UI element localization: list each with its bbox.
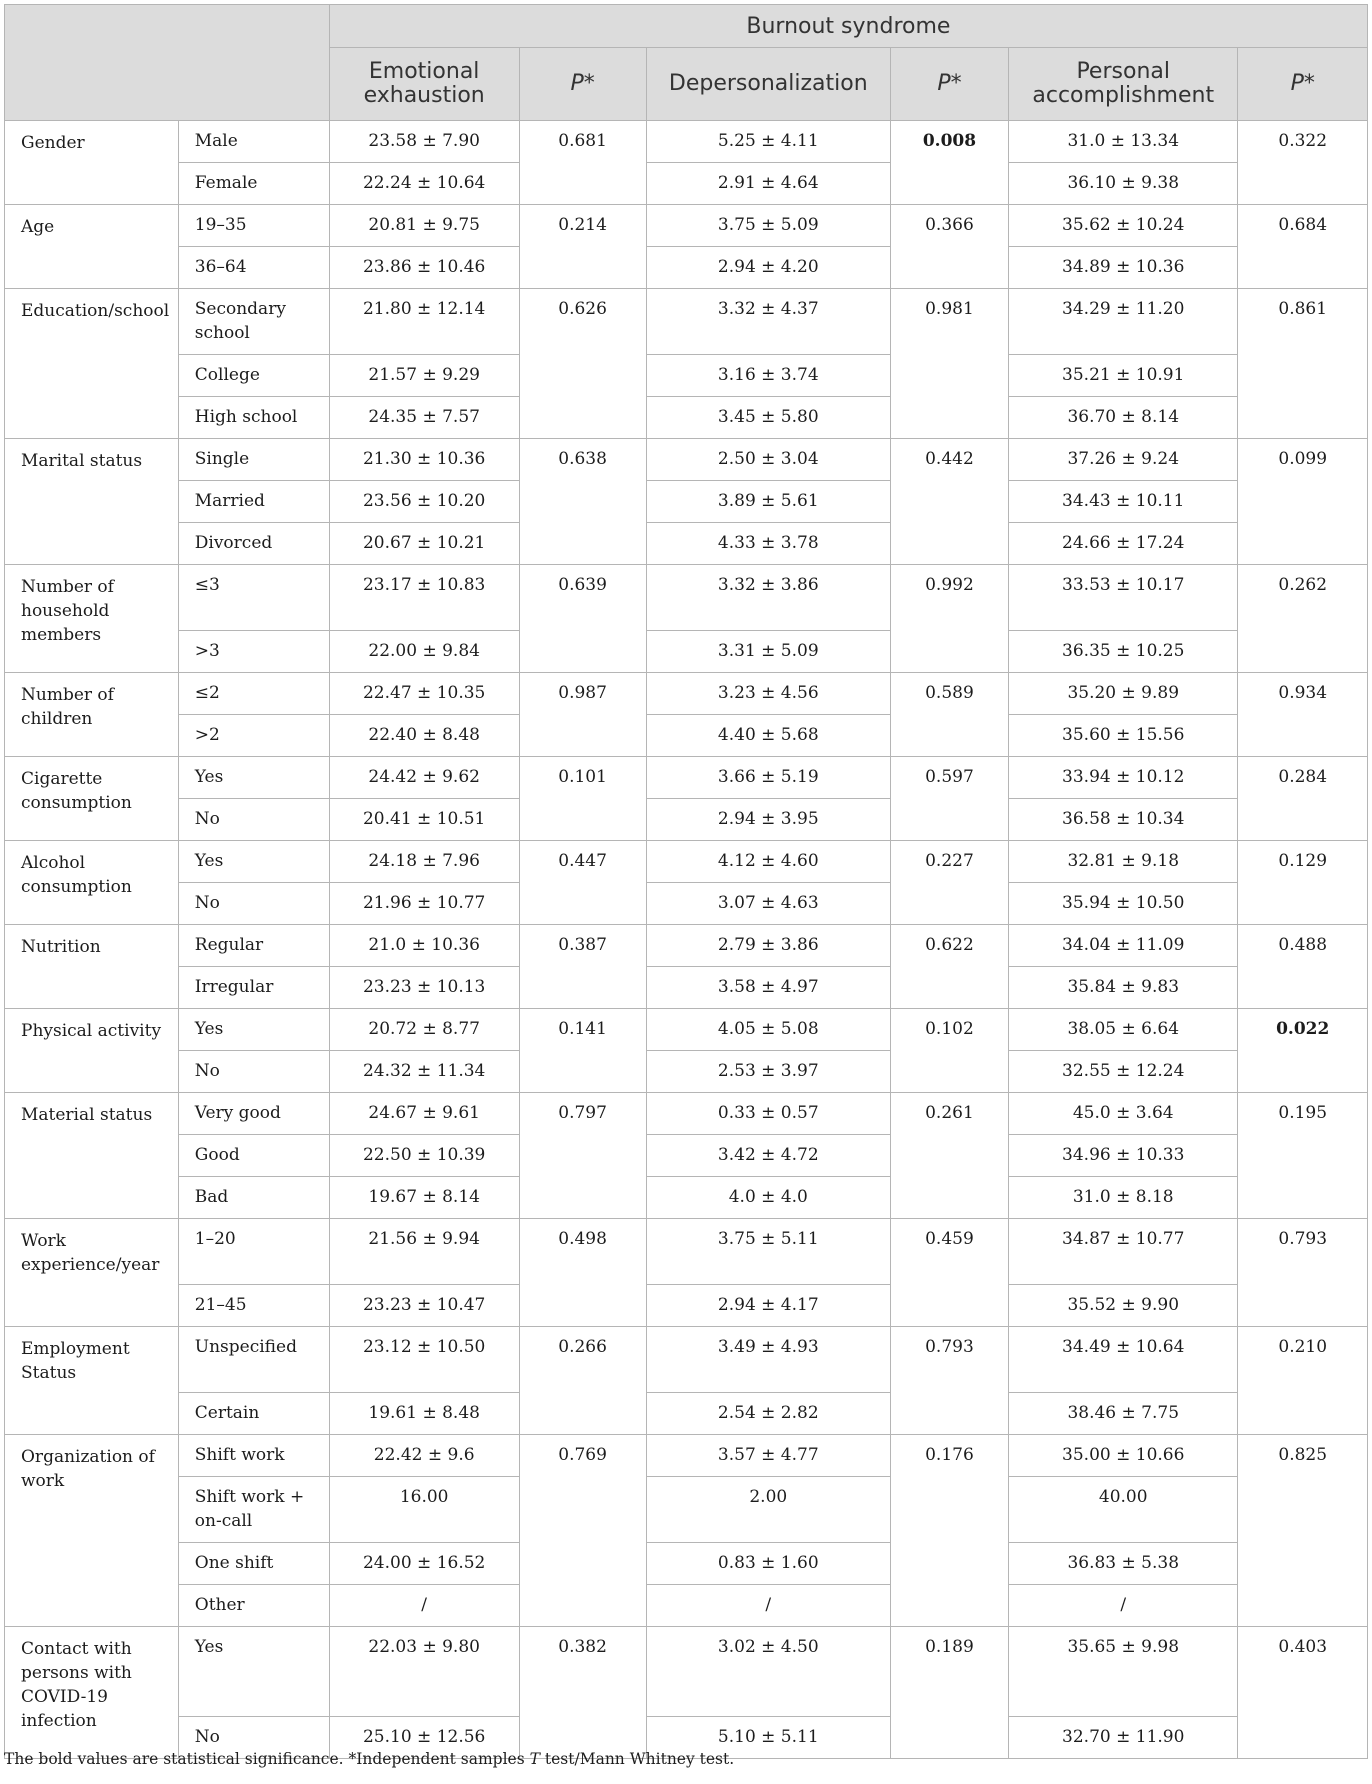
category-cell: Very good xyxy=(178,1093,329,1135)
emotional-exhaustion-value: 23.86 ± 10.46 xyxy=(329,247,519,289)
depersonalization-value: 3.75 ± 5.11 xyxy=(646,1219,890,1285)
personal-accomplishment-value: 34.96 ± 10.33 xyxy=(1009,1135,1238,1177)
p-value-dp: 0.261 xyxy=(890,1093,1008,1219)
depersonalization-value: 3.58 ± 4.97 xyxy=(646,967,890,1009)
p-value-ee: 0.987 xyxy=(519,673,646,757)
emotional-exhaustion-value: 24.35 ± 7.57 xyxy=(329,397,519,439)
p-value-ee: 0.769 xyxy=(519,1435,646,1627)
depersonalization-value: 0.83 ± 1.60 xyxy=(646,1543,890,1585)
table-row xyxy=(5,1543,1368,1585)
personal-accomplishment-value: 24.66 ± 17.24 xyxy=(1009,523,1238,565)
depersonalization-value: 2.94 ± 4.20 xyxy=(646,247,890,289)
personal-accomplishment-value: 34.89 ± 10.36 xyxy=(1009,247,1238,289)
personal-accomplishment-value: 31.0 ± 8.18 xyxy=(1009,1177,1238,1219)
p-value-ee: 0.626 xyxy=(519,289,646,439)
emotional-exhaustion-value: 24.67 ± 9.61 xyxy=(329,1093,519,1135)
category-cell: 36–64 xyxy=(178,247,329,289)
table-row xyxy=(5,1051,1368,1093)
p-value-dp: 0.176 xyxy=(890,1435,1008,1627)
emotional-exhaustion-value: 22.03 ± 9.80 xyxy=(329,1627,519,1717)
depersonalization-value: 3.16 ± 3.74 xyxy=(646,355,890,397)
depersonalization-value: 4.40 ± 5.68 xyxy=(646,715,890,757)
p-value-dp: 0.589 xyxy=(890,673,1008,757)
category-cell: No xyxy=(178,799,329,841)
p-value-dp: 0.981 xyxy=(890,289,1008,439)
depersonalization-value: 3.31 ± 5.09 xyxy=(646,631,890,673)
table-row xyxy=(5,1177,1368,1219)
category-cell: Yes xyxy=(178,841,329,883)
personal-accomplishment-value: 36.70 ± 8.14 xyxy=(1009,397,1238,439)
category-cell: Secondary school xyxy=(178,289,329,355)
depersonalization-value: 3.45 ± 5.80 xyxy=(646,397,890,439)
p-value-pa: 0.684 xyxy=(1238,205,1368,289)
depersonalization-value: 5.25 ± 4.11 xyxy=(646,121,890,163)
p-value-pa: 0.022 xyxy=(1238,1009,1368,1093)
table-row xyxy=(5,883,1368,925)
p-value-pa: 0.861 xyxy=(1238,289,1368,439)
category-cell: Unspecified xyxy=(178,1327,329,1393)
footnote-test-symbol: T xyxy=(529,1750,540,1768)
p-value-dp: 0.459 xyxy=(890,1219,1008,1327)
depersonalization-value: 3.02 ± 4.50 xyxy=(646,1627,890,1717)
p-value-ee: 0.382 xyxy=(519,1627,646,1759)
emotional-exhaustion-value: 16.00 xyxy=(329,1477,519,1543)
personal-accomplishment-value: 36.58 ± 10.34 xyxy=(1009,799,1238,841)
emotional-exhaustion-value: 21.30 ± 10.36 xyxy=(329,439,519,481)
personal-accomplishment-value: 33.94 ± 10.12 xyxy=(1009,757,1238,799)
p-value-pa: 0.825 xyxy=(1238,1435,1368,1627)
emotional-exhaustion-value: 24.42 ± 9.62 xyxy=(329,757,519,799)
table-row xyxy=(5,799,1368,841)
personal-accomplishment-value: 33.53 ± 10.17 xyxy=(1009,565,1238,631)
variable-cell: Cigarette consumption xyxy=(5,757,179,841)
p-value-ee: 0.387 xyxy=(519,925,646,1009)
emotional-exhaustion-value: 20.81 ± 9.75 xyxy=(329,205,519,247)
p-value-ee: 0.498 xyxy=(519,1219,646,1327)
p-value-ee: 0.447 xyxy=(519,841,646,925)
personal-accomplishment-value: 36.35 ± 10.25 xyxy=(1009,631,1238,673)
category-cell: Shift work + on-call xyxy=(178,1477,329,1543)
table-row xyxy=(5,355,1368,397)
category-cell: 21–45 xyxy=(178,1285,329,1327)
depersonalization-value: 2.50 ± 3.04 xyxy=(646,439,890,481)
p-value-pa: 0.099 xyxy=(1238,439,1368,565)
p-value-pa: 0.129 xyxy=(1238,841,1368,925)
emotional-exhaustion-value: 24.18 ± 7.96 xyxy=(329,841,519,883)
table-row xyxy=(5,1219,1368,1285)
emotional-exhaustion-value: 25.10 ± 12.56 xyxy=(329,1717,519,1759)
p-value-ee: 0.638 xyxy=(519,439,646,565)
emotional-exhaustion-value: 22.40 ± 8.48 xyxy=(329,715,519,757)
table-row xyxy=(5,1135,1368,1177)
emotional-exhaustion-value: 22.50 ± 10.39 xyxy=(329,1135,519,1177)
category-cell: Divorced xyxy=(178,523,329,565)
p-value-pa: 0.934 xyxy=(1238,673,1368,757)
table-row xyxy=(5,1093,1368,1135)
personal-accomplishment-value: 36.10 ± 9.38 xyxy=(1009,163,1238,205)
category-cell: ≤3 xyxy=(178,565,329,631)
p-value-dp: 0.227 xyxy=(890,841,1008,925)
depersonalization-value: 2.53 ± 3.97 xyxy=(646,1051,890,1093)
table-row xyxy=(5,1327,1368,1393)
table-row xyxy=(5,757,1368,799)
emotional-exhaustion-value: 23.58 ± 7.90 xyxy=(329,121,519,163)
p-value-header-pa: P* xyxy=(1238,48,1368,121)
personal-accomplishment-value: 35.60 ± 15.56 xyxy=(1009,715,1238,757)
emotional-exhaustion-value: 24.32 ± 11.34 xyxy=(329,1051,519,1093)
table-row xyxy=(5,1585,1368,1627)
category-cell: >2 xyxy=(178,715,329,757)
depersonalization-value: 5.10 ± 5.11 xyxy=(646,1717,890,1759)
table-row xyxy=(5,1627,1368,1717)
p-value-pa: 0.322 xyxy=(1238,121,1368,205)
p-value-ee: 0.797 xyxy=(519,1093,646,1219)
category-cell: Irregular xyxy=(178,967,329,1009)
personal-accomplishment-header: Personal accomplishment xyxy=(1009,48,1238,121)
emotional-exhaustion-value: 23.23 ± 10.13 xyxy=(329,967,519,1009)
emotional-exhaustion-value: 21.57 ± 9.29 xyxy=(329,355,519,397)
variable-cell: Nutrition xyxy=(5,925,179,1009)
category-cell: Other xyxy=(178,1585,329,1627)
personal-accomplishment-value: 35.94 ± 10.50 xyxy=(1009,883,1238,925)
table-row xyxy=(5,565,1368,631)
emotional-exhaustion-value: 21.56 ± 9.94 xyxy=(329,1219,519,1285)
table-row xyxy=(5,163,1368,205)
emotional-exhaustion-value: 22.24 ± 10.64 xyxy=(329,163,519,205)
footnote-test-suffix: test/Mann Whitney test. xyxy=(544,1750,735,1768)
depersonalization-value: 2.79 ± 3.86 xyxy=(646,925,890,967)
personal-accomplishment-value: 35.00 ± 10.66 xyxy=(1009,1435,1238,1477)
p-value-pa: 0.403 xyxy=(1238,1627,1368,1759)
variable-cell: Number of children xyxy=(5,673,179,757)
p-value-ee: 0.214 xyxy=(519,205,646,289)
personal-accomplishment-value: 35.21 ± 10.91 xyxy=(1009,355,1238,397)
depersonalization-value: 3.89 ± 5.61 xyxy=(646,481,890,523)
personal-accomplishment-value: 36.83 ± 5.38 xyxy=(1009,1543,1238,1585)
category-cell: One shift xyxy=(178,1543,329,1585)
category-cell: 19–35 xyxy=(178,205,329,247)
emotional-exhaustion-header: Emotional exhaustion xyxy=(329,48,519,121)
category-cell: Yes xyxy=(178,1627,329,1717)
p-value-dp: 0.793 xyxy=(890,1327,1008,1435)
personal-accomplishment-value: 38.05 ± 6.64 xyxy=(1009,1009,1238,1051)
category-cell: Certain xyxy=(178,1393,329,1435)
depersonalization-value: / xyxy=(646,1585,890,1627)
p-value-dp: 0.008 xyxy=(890,121,1008,205)
burnout-syndrome-header: Burnout syndrome xyxy=(329,5,1367,48)
variable-cell: Employment Status xyxy=(5,1327,179,1435)
table-row xyxy=(5,967,1368,1009)
depersonalization-value: 4.0 ± 4.0 xyxy=(646,1177,890,1219)
emotional-exhaustion-value: 23.17 ± 10.83 xyxy=(329,565,519,631)
p-value-ee: 0.101 xyxy=(519,757,646,841)
table-row xyxy=(5,1393,1368,1435)
table-row xyxy=(5,439,1368,481)
p-value-dp: 0.992 xyxy=(890,565,1008,673)
depersonalization-value: 3.49 ± 4.93 xyxy=(646,1327,890,1393)
table-row xyxy=(5,925,1368,967)
personal-accomplishment-value: 35.52 ± 9.90 xyxy=(1009,1285,1238,1327)
depersonalization-value: 4.12 ± 4.60 xyxy=(646,841,890,883)
emotional-exhaustion-value: 21.96 ± 10.77 xyxy=(329,883,519,925)
category-cell: Shift work xyxy=(178,1435,329,1477)
depersonalization-header: Depersonalization xyxy=(646,48,890,121)
emotional-exhaustion-value: 21.0 ± 10.36 xyxy=(329,925,519,967)
table-row xyxy=(5,205,1368,247)
table-row xyxy=(5,481,1368,523)
variable-cell: Contact with persons with COVID-19 infection xyxy=(5,1627,179,1759)
depersonalization-value: 2.54 ± 2.82 xyxy=(646,1393,890,1435)
table-row xyxy=(5,289,1368,355)
category-cell: 1–20 xyxy=(178,1219,329,1285)
personal-accomplishment-value: / xyxy=(1009,1585,1238,1627)
personal-accomplishment-value: 45.0 ± 3.64 xyxy=(1009,1093,1238,1135)
category-cell: ≤2 xyxy=(178,673,329,715)
emotional-exhaustion-value: 23.56 ± 10.20 xyxy=(329,481,519,523)
depersonalization-value: 4.33 ± 3.78 xyxy=(646,523,890,565)
p-value-dp: 0.102 xyxy=(890,1009,1008,1093)
emotional-exhaustion-value: 22.47 ± 10.35 xyxy=(329,673,519,715)
personal-accomplishment-value: 32.70 ± 11.90 xyxy=(1009,1717,1238,1759)
personal-accomplishment-value: 35.84 ± 9.83 xyxy=(1009,967,1238,1009)
table-footnote xyxy=(4,1750,1368,1768)
p-value-dp: 0.366 xyxy=(890,205,1008,289)
personal-accomplishment-value: 37.26 ± 9.24 xyxy=(1009,439,1238,481)
category-cell: Yes xyxy=(178,1009,329,1051)
depersonalization-value: 2.00 xyxy=(646,1477,890,1543)
p-value-pa: 0.195 xyxy=(1238,1093,1368,1219)
category-cell: No xyxy=(178,1717,329,1759)
category-cell: College xyxy=(178,355,329,397)
category-cell: No xyxy=(178,883,329,925)
depersonalization-value: 3.75 ± 5.09 xyxy=(646,205,890,247)
personal-accomplishment-value: 35.62 ± 10.24 xyxy=(1009,205,1238,247)
depersonalization-value: 2.94 ± 3.95 xyxy=(646,799,890,841)
table-row xyxy=(5,841,1368,883)
table-row xyxy=(5,715,1368,757)
table-row xyxy=(5,397,1368,439)
personal-accomplishment-value: 32.55 ± 12.24 xyxy=(1009,1051,1238,1093)
p-value-pa: 0.284 xyxy=(1238,757,1368,841)
burnout-table xyxy=(4,4,1368,1759)
depersonalization-value: 3.42 ± 4.72 xyxy=(646,1135,890,1177)
p-value-dp: 0.442 xyxy=(890,439,1008,565)
variable-cell: Physical activity xyxy=(5,1009,179,1093)
depersonalization-value: 2.91 ± 4.64 xyxy=(646,163,890,205)
depersonalization-value: 3.32 ± 4.37 xyxy=(646,289,890,355)
variable-cell: Marital status xyxy=(5,439,179,565)
category-cell: Bad xyxy=(178,1177,329,1219)
depersonalization-value: 3.57 ± 4.77 xyxy=(646,1435,890,1477)
footnote-test-prefix: *Independent samples xyxy=(348,1750,525,1768)
table-row xyxy=(5,1009,1368,1051)
depersonalization-value: 3.66 ± 5.19 xyxy=(646,757,890,799)
p-value-header-dp: P* xyxy=(890,48,1008,121)
p-value-ee: 0.681 xyxy=(519,121,646,205)
variable-cell: Age xyxy=(5,205,179,289)
p-value-ee: 0.266 xyxy=(519,1327,646,1435)
p-value-dp: 0.622 xyxy=(890,925,1008,1009)
category-cell: Female xyxy=(178,163,329,205)
emotional-exhaustion-value: 22.42 ± 9.6 xyxy=(329,1435,519,1477)
p-value-dp: 0.597 xyxy=(890,757,1008,841)
emotional-exhaustion-value: / xyxy=(329,1585,519,1627)
category-cell: Single xyxy=(178,439,329,481)
personal-accomplishment-value: 32.81 ± 9.18 xyxy=(1009,841,1238,883)
table-row xyxy=(5,1285,1368,1327)
table-row xyxy=(5,1435,1368,1477)
personal-accomplishment-value: 38.46 ± 7.75 xyxy=(1009,1393,1238,1435)
personal-accomplishment-value: 34.43 ± 10.11 xyxy=(1009,481,1238,523)
emotional-exhaustion-value: 19.67 ± 8.14 xyxy=(329,1177,519,1219)
category-cell: Yes xyxy=(178,757,329,799)
personal-accomplishment-value: 35.20 ± 9.89 xyxy=(1009,673,1238,715)
p-value-pa: 0.793 xyxy=(1238,1219,1368,1327)
category-cell: >3 xyxy=(178,631,329,673)
variable-cell: Work experience/year xyxy=(5,1219,179,1327)
depersonalization-value: 3.07 ± 4.63 xyxy=(646,883,890,925)
personal-accomplishment-value: 31.0 ± 13.34 xyxy=(1009,121,1238,163)
emotional-exhaustion-value: 20.41 ± 10.51 xyxy=(329,799,519,841)
category-cell: High school xyxy=(178,397,329,439)
category-cell: Married xyxy=(178,481,329,523)
header-corner xyxy=(5,5,330,121)
depersonalization-value: 4.05 ± 5.08 xyxy=(646,1009,890,1051)
p-value-pa: 0.488 xyxy=(1238,925,1368,1009)
table-body xyxy=(5,121,1368,1759)
p-value-ee: 0.141 xyxy=(519,1009,646,1093)
category-cell: Good xyxy=(178,1135,329,1177)
personal-accomplishment-value: 40.00 xyxy=(1009,1477,1238,1543)
variable-cell: Material status xyxy=(5,1093,179,1219)
p-value-header-ee: P* xyxy=(519,48,646,121)
personal-accomplishment-value: 34.29 ± 11.20 xyxy=(1009,289,1238,355)
table-row xyxy=(5,631,1368,673)
category-cell: Regular xyxy=(178,925,329,967)
depersonalization-value: 2.94 ± 4.17 xyxy=(646,1285,890,1327)
p-value-pa: 0.262 xyxy=(1238,565,1368,673)
category-cell: Male xyxy=(178,121,329,163)
table-row xyxy=(5,121,1368,163)
table-row xyxy=(5,1477,1368,1543)
p-value-ee: 0.639 xyxy=(519,565,646,673)
table-row xyxy=(5,523,1368,565)
emotional-exhaustion-value: 19.61 ± 8.48 xyxy=(329,1393,519,1435)
variable-cell: Education/school xyxy=(5,289,179,439)
variable-cell: Organization of work xyxy=(5,1435,179,1627)
emotional-exhaustion-value: 20.67 ± 10.21 xyxy=(329,523,519,565)
emotional-exhaustion-value: 24.00 ± 16.52 xyxy=(329,1543,519,1585)
p-value-dp: 0.189 xyxy=(890,1627,1008,1759)
personal-accomplishment-value: 34.04 ± 11.09 xyxy=(1009,925,1238,967)
personal-accomplishment-value: 34.87 ± 10.77 xyxy=(1009,1219,1238,1285)
depersonalization-value: 0.33 ± 0.57 xyxy=(646,1093,890,1135)
emotional-exhaustion-value: 22.00 ± 9.84 xyxy=(329,631,519,673)
category-cell: No xyxy=(178,1051,329,1093)
variable-cell: Alcohol consumption xyxy=(5,841,179,925)
personal-accomplishment-value: 34.49 ± 10.64 xyxy=(1009,1327,1238,1393)
depersonalization-value: 3.32 ± 3.86 xyxy=(646,565,890,631)
depersonalization-value: 3.23 ± 4.56 xyxy=(646,673,890,715)
emotional-exhaustion-value: 23.23 ± 10.47 xyxy=(329,1285,519,1327)
emotional-exhaustion-value: 23.12 ± 10.50 xyxy=(329,1327,519,1393)
footnote-bold-note: The bold values are statistical significance. xyxy=(4,1750,344,1768)
emotional-exhaustion-value: 20.72 ± 8.77 xyxy=(329,1009,519,1051)
table-row xyxy=(5,247,1368,289)
variable-cell: Gender xyxy=(5,121,179,205)
p-value-pa: 0.210 xyxy=(1238,1327,1368,1435)
variable-cell: Number of household members xyxy=(5,565,179,673)
emotional-exhaustion-value: 21.80 ± 12.14 xyxy=(329,289,519,355)
table-row xyxy=(5,673,1368,715)
personal-accomplishment-value: 35.65 ± 9.98 xyxy=(1009,1627,1238,1717)
